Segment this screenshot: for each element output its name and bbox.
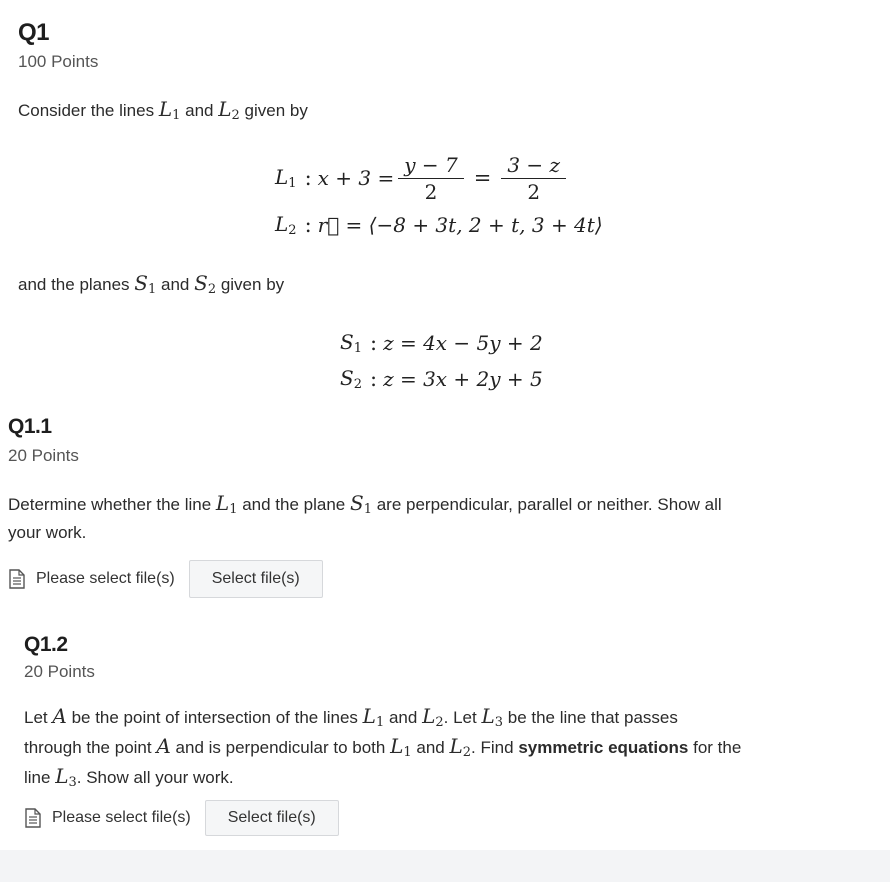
q1-2-prompt-line2: through the point A and is perpendicular to both $L_1$ and $L_2$. Find symmetric equations for the	[24, 734, 742, 760]
upload-label: Please select file(s)	[36, 570, 175, 587]
eq-S1-label: $S_1$	[340, 330, 362, 356]
q1-1-points: 20 Points	[8, 446, 79, 465]
q1-1-title: Q1.1	[8, 415, 52, 438]
select-files-button[interactable]: Select file(s)	[189, 560, 323, 598]
symmetric-equations-emphasis: symmetric equations	[518, 738, 689, 757]
eq-L2-rhs: r⃗ = ⟨−8 + 3t, 2 + t, 3 + 4t⟩	[317, 213, 603, 237]
math-S2: $S_2$	[194, 271, 217, 297]
math-L2: $L_2$	[422, 704, 444, 730]
math-L3: $L_3$	[481, 704, 504, 730]
math-L1: $L_1$	[362, 704, 385, 730]
q1-1-prompt-line2: your work.	[8, 523, 87, 542]
page-footer-background	[0, 850, 890, 882]
q1-1-prompt-line1: Determine whether the line $L_1$ and the plane $S_1$ are perpendicular, parallel or neither. Show all	[8, 491, 722, 517]
q1-2-upload	[24, 800, 339, 836]
math-L1: $L_1$	[215, 491, 238, 517]
q1-1-upload	[8, 560, 323, 598]
math-A: A	[52, 704, 67, 728]
q1-planes-intro: and the planes $S_1$ and $S_2$ given by	[18, 271, 285, 297]
q1-points: 100 Points	[18, 52, 99, 71]
math-L2: $L_2$	[218, 97, 240, 123]
eq-L1-frac1: $\frac{y - 7}{2}$	[398, 154, 464, 203]
upload-label: Please select file(s)	[52, 809, 191, 826]
eq-L1-label: $L_1$	[275, 165, 297, 191]
math-S1: $S_1$	[134, 271, 157, 297]
equation-S1: $S_1$ : z = 4x − 5y + 2	[340, 330, 543, 356]
math-L2: $L_2$	[449, 734, 472, 760]
equation-L1: $L_1$ : x + 3 = $\frac{y - 7}{2}$ = $\frac{3 - z}{2}$	[275, 155, 570, 201]
file-text-icon	[24, 808, 42, 828]
equation-L2: $L_2$ : r⃗ = ⟨−8 + 3t, 2 + t, 3 + 4t⟩	[275, 212, 603, 238]
math-L1: $L_1$	[158, 97, 181, 123]
math-L1: $L_1$	[390, 734, 412, 760]
eq-S2-rhs: z = 3x + 2y + 5	[383, 367, 543, 391]
eq-S2-label: $S_2$	[340, 366, 362, 392]
q1-intro: Consider the lines $L_1$ and $L_2$ given by	[18, 97, 308, 123]
select-files-button[interactable]: Select file(s)	[205, 800, 339, 836]
eq-S1-rhs: z = 4x − 5y + 2	[383, 331, 543, 355]
equation-S2: $S_2$ : z = 3x + 2y + 5	[340, 366, 543, 392]
math-A: A	[156, 734, 171, 758]
file-text-icon	[8, 569, 26, 589]
q1-2-prompt-line3: line $L_3$. Show all your work.	[24, 764, 234, 790]
eq-L1-frac2: $\frac{3 - z}{2}$	[501, 154, 566, 203]
q1-2-points: 20 Points	[24, 662, 95, 681]
q1-2-title: Q1.2	[24, 633, 68, 656]
eq-L2-label: $L_2$	[275, 212, 297, 238]
eq-L1-lhs: x + 3 =	[317, 166, 395, 190]
math-S1: $S_1$	[349, 491, 372, 517]
q1-2-prompt-line1: Let A be the point of intersection of the lines $L_1$ and $L_2$. Let $L_3$ be the line that passes	[24, 704, 678, 730]
q1-title: Q1	[18, 19, 50, 46]
math-L3: $L_3$	[55, 764, 77, 790]
